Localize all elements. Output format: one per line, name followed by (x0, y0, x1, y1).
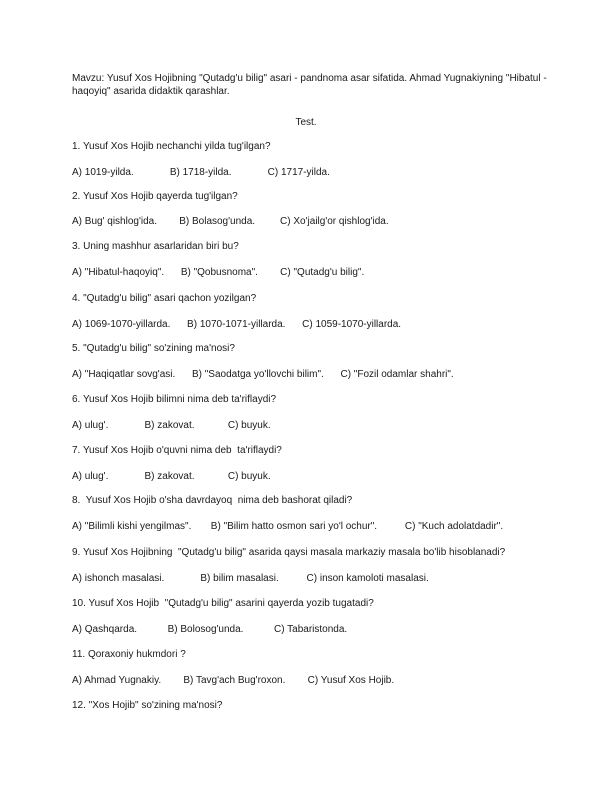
question-10: 10. Yusuf Xos Hojib "Qutadg'u bilig" asarini qayerda yozib tugatadi? (72, 598, 374, 609)
question-6: 6. Yusuf Xos Hojib bilimni nima deb ta'riflaydi? (72, 394, 277, 405)
topic-paragraph: Mavzu: Yusuf Xos Hojibning "Qutadg'u bilig" asari - pandnoma asar sifatida. Ahmad Yugnakiyning "Hibatul - haqoyiq" asarida didaktik qarashlar. (72, 73, 547, 97)
question-3: 3. Uning mashhur asarlaridan biri bu? (72, 241, 239, 252)
answers-11: A) Ahmad Yugnakiy. B) Tavg'ach Bug'roxon. C) Yusuf Xos Hojib. (72, 675, 395, 686)
question-4: 4. "Qutadg'u bilig" asari qachon yozilgan? (72, 293, 257, 304)
answers-8: A) "Bilimli kishi yengilmas". B) "Bilim hatto osmon sari yo'l ochur". C) "Kuch adolatdadir". (72, 521, 504, 532)
question-5: 5. "Qutadg'u bilig" so'zining ma'nosi? (72, 343, 235, 354)
question-8: 8. Yusuf Xos Hojib o'sha davrdayoq nima deb bashorat qiladi? (72, 495, 353, 506)
question-1: 1. Yusuf Xos Hojib nechanchi yilda tug'ilgan? (72, 141, 271, 152)
answers-9: A) ishonch masalasi. B) bilim masalasi. C) inson kamoloti masalasi. (72, 573, 429, 584)
answers-4: A) 1069-1070-yillarda. B) 1070-1071-yillarda. C) 1059-1070-yillarda. (72, 319, 402, 330)
answers-7: A) ulug'. B) zakovat. C) buyuk. (72, 471, 271, 482)
answers-3: A) "Hibatul-haqoyiq". B) "Qobusnoma". C) "Qutadg'u bilig". (72, 267, 365, 278)
answers-5: A) "Haqiqatlar sovg'asi. B) "Saodatga yo'llovchi bilim". C) "Fozil odamlar shahri". (72, 369, 454, 380)
answers-10: A) Qashqarda. B) Bolosog'unda. C) Tabaristonda. (72, 624, 348, 635)
answers-2: A) Bug' qishlog'ida. B) Bolasog'unda. C) Xo'jailg'or qishlog'ida. (72, 216, 389, 227)
question-12: 12. "Xos Hojib" so'zining ma'nosi? (72, 700, 223, 711)
question-9: 9. Yusuf Xos Hojibning "Qutadg'u bilig" asarida qaysi masala markaziy masala bo'lib hisoblanadi? (72, 547, 506, 558)
question-2: 2. Yusuf Xos Hojib qayerda tug'ilgan? (72, 191, 238, 202)
answers-6: A) ulug'. B) zakovat. C) buyuk. (72, 420, 271, 431)
question-7: 7. Yusuf Xos Hojib o'quvni nima deb ta'riflaydi? (72, 445, 282, 456)
test-heading: Test. (295, 117, 317, 128)
answers-1: A) 1019-yilda. B) 1718-yilda. C) 1717-yilda. (72, 167, 330, 178)
question-11: 11. Qoraxoniy hukmdori ? (72, 649, 186, 660)
